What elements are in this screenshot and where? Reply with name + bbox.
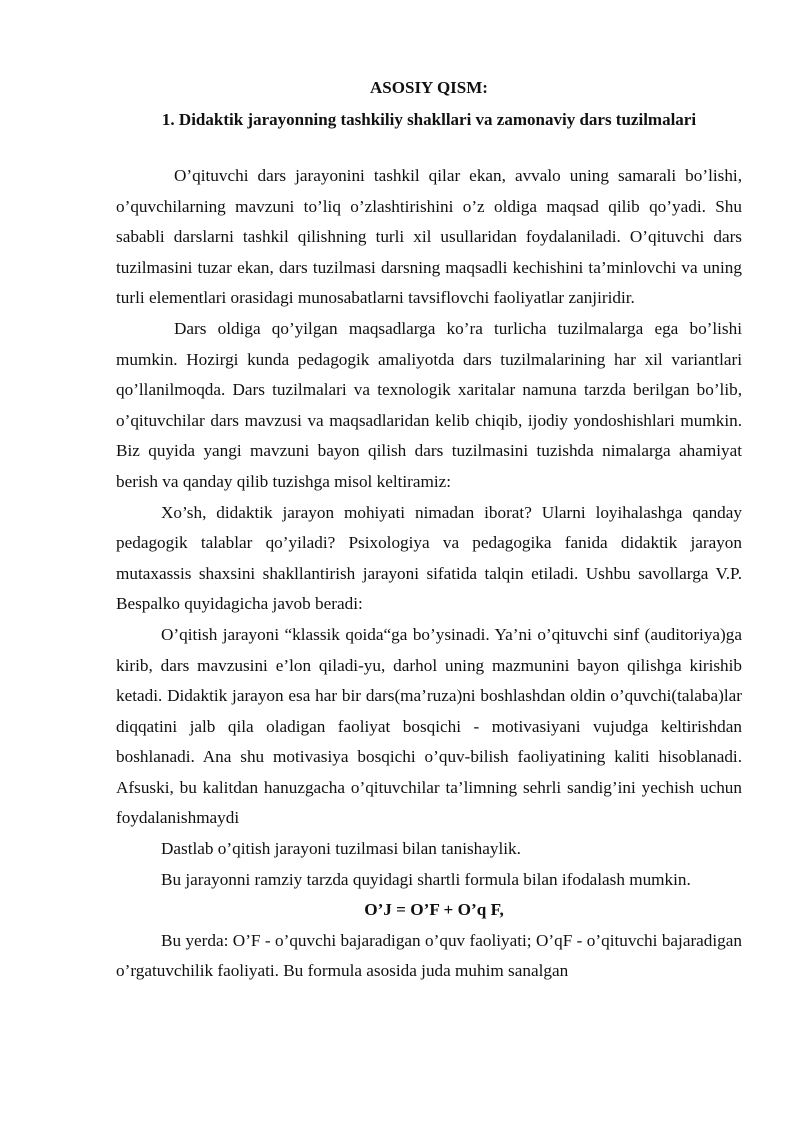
paragraph-2: Dars oldiga qo’yilgan maqsadlarga ko’ra turlicha tuzilmalarga ega bo’lishi mumkin. Hozirgi kunda pedagogik amaliyotda dars tuzilmalarining har xil variantlari qo’llanilmoqda. Dars tuzilmalari va texnologik xaritalar namuna tarzda berilgan bo’lib, o’qituvchilar dars mavzusi va maqsadlaridan kelib chiqib, ijodiy yondoshishlari mumkin. Biz quyida yangi mavzuni bayon qilish dars tuzilmasini tuzishda nimalarga ahamiyat berish va qanday qilib tuzishga misol keltiramiz: [116,318,742,491]
paragraph-5: Dastlab o’qitish jarayoni tuzilmasi bilan tanishaylik. [161,839,521,859]
formula: O’J = O’F + O’q F, [364,900,504,920]
paragraph-3: Xo’sh, didaktik jarayon mohiyati nimadan iborat? Ularni loyihalashga qanday pedagogik talablar qo’yiladi? Psixologiya va pedagogika fanida didaktik jarayon mutaxassis shaxsini shakllantirish jarayoni sifatida talqin etiladi. Ushbu savollarga V.P. Bespalko quyidagicha javob beradi: [116,502,742,614]
section-subtitle: 1. Didaktik jarayonning tashkiliy shakllari va zamonaviy dars tuzilmalari [161,110,697,129]
paragraph-6: Bu jarayonni ramziy tarzda quyidagi shartli formula bilan ifodalash mumkin. [161,869,691,889]
section-title: ASOSIY QISM: [370,78,488,97]
paragraph-7: Bu yerda: O’F - o’quvchi bajaradigan o’quv faoliyati; O’qF - o’qituvchi bajaradigan o’rgatuvchilik faoliyati. Bu formula asosida juda muhim sanalgan [116,930,742,981]
paragraph-4: O’qitish jarayoni “klassik qoida“ga bo’ysinadi. Ya’ni o’qituvchi sinf (auditoriya)ga kirib, dars mavzusini e’lon qiladi-yu, darhol uning mazmunini bayon qilishga kirishib ketadi. Didaktik jarayon esa har bir dars(ma’ruza)ni boshlashdan oldin o’quvchi(talaba)lar diqqatini jalb qila oladigan faoliyat bosqichi - motivasiyani vujudga keltirishdan boshlanadi. Ana shu motivasiya bosqichi o’quv-bilish faoliyatining kaliti hisoblanadi. Afsuski, bu kalitdan hanuzgacha o’qituvchilar ta’limning sehrli sandig’ini yechish uchun foydalanishmaydi [116,624,742,828]
paragraph-1: O’qituvchi dars jarayonini tashkil qilar ekan, avvalo uning samarali bo’lishi, o’quvchilarning mavzuni to’liq o’zlashtirishini o’z oldiga maqsad qilib qo’yadi. Shu sababli darslarni tashkil qilishning turli xil usullaridan foydalaniladi. O’qituvchi dars tuzilmasini tuzar ekan, dars tuzilmasi darsning maqsadli kechishini ta’minlovchi va uning turli elementlari orasidagi munosabatlarni tavsiflovchi faoliyatlar zanjiridir. [116,166,742,308]
document-body [116,77,742,987]
